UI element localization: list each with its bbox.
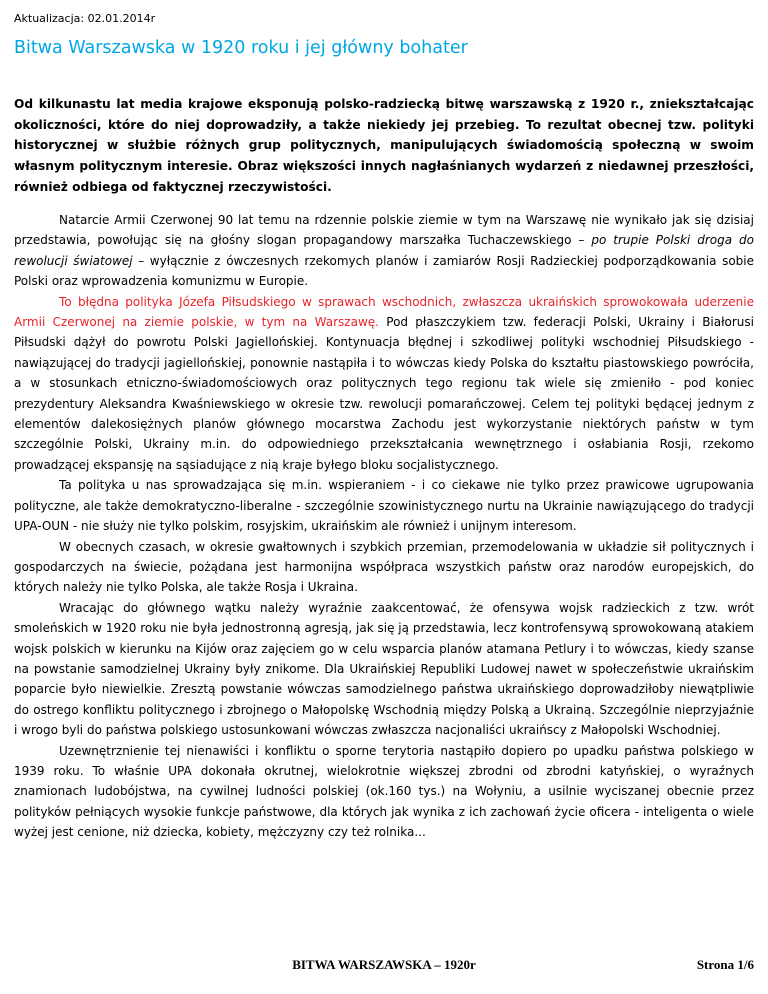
update-date: Aktualizacja: 02.01.2014r [14,12,156,25]
article-body [14,210,754,843]
lead-paragraph: Od kilkunastu lat media krajowe eksponują polsko-radziecką bitwę warszawską z 1920 r., zniekształcając okoliczności, które do niej doprowadziły, a także niekiedy jej przebieg. To rezultat obecnej tzw. polityki historycznej w służbie różnych grup politycznych, manipulujących świadomością społeczną w swoim własnym politycznym interesie. Obraz większości innych nagłaśnianych wydarzeń z niedawnej przeszłości, również odbiega od faktycznej rzeczywistości. [14,97,754,194]
paragraph-2 [14,292,754,476]
p1-text-a: Natarcie Armii Czerwonej 90 lat temu na rdzennie polskie ziemie w tym na Warszawę nie wynikało jak się dzisiaj przedstawia, powołując się na głośny slogan propagandowy marszałka Tuchaczewskiego – [14,213,754,248]
paragraph-6: Uzewnętrznienie tej nienawiści i konfliktu o sporne terytoria nastąpiło dopiero po upadku państwa polskiego w 1939 roku. To właśnie UPA dokonała okrutnej, wielokrotnie większej zbrodni od zbrodni katyńskiej, o wyraźnych znamionach ludobójstwa, na cywilnej ludności polskiej (ok.160 tys.) na Wołyniu, a usilnie wyciszanej obecnie przez polityków pełniących wysokie funkcje państwowe, dla których jak wynika z ich zachowań życie oficera - inteligenta o wiele wyżej jest cenione, niż dziecka, kobiety, mężczyzny czy też rolnika... [14,743,754,840]
highlighted-thesis: To błędna polityka Józefa Piłsudskiego w sprawach wschodnich, zwłaszcza ukraińskich sprowokowała uderzenie Armii Czerwonej na ziemie polskie, w tym na Warszawę. [14,294,754,330]
p2-text: Pod płaszczykiem tzw. federacji Polski, Ukrainy i Białorusi Piłsudski dążył do powrotu Polski Jagiellońskiej. Kontynuacja błędnej i szkodliwej polityki wschodniej Piłsudskiego - nawiązującej do tradycji jagiellońskiej, ponownie nastąpiła i to wówczas kiedy Polska do kształtu piastowskiego powróciła, a w stosunkach etniczno-świadomościowych oraz politycznych tego regionu tak wiele się zmieniło - pod koniec prezydentury Aleksandra Kwaśniewskiego w okresie tzw. rewolucji pomarańczowej. Celem tej polityki będącej jednym z elementów dalekosiężnych planów głównego mocarstwa Zachodu jest wykorzystanie niektórych państw w tym szczególnie Polski, Ukrainy m.in. do odpowiedniego przekształcania wewnętrznego i osłabiania Rosji, rzekomo prowadzącej ekspansję na sąsiadujące z nią kraje byłego bloku socjalistycznego. [14,315,754,472]
page-number: Strona 1/6 [696,957,754,972]
paragraph-1 [14,210,754,292]
paragraph-4: W obecnych czasach, w okresie gwałtownych i szybkich przemian, przemodelowania w układzie sił politycznych i gospodarczych na świecie, pożądana jest harmonijna współpraca wszystkich państw oraz narodów europejskich, do których należy nie tylko Polska, ale także Rosja i Ukraina. [14,539,754,595]
page-title: Bitwa Warszawska w 1920 roku i jej główny bohater [14,38,468,58]
paragraph-5: Wracając do głównego wątku należy wyraźnie zaakcentować, że ofensywa wojsk radzieckich z tzw. wrót smoleńskich w 1920 roku nie była jednostronną agresją, jak się ją przedstawia, lecz kontrofensywą sprowokowaną atakiem wojsk polskich w kierunku na Kijów oraz zajęciem go w celu wsparcia planów atamana Petlury i to wówczas, kiedy szanse na powstanie samodzielnej Ukrainy były znikome. Dla Ukraińskiej Republiki Ludowej nawet w społeczeństwie ukraińskim poparcie było niewielkie. Zresztą powstanie wówczas samodzielnego państwa ukraińskiego doprowadziłoby niewątpliwie do ostrego konfliktu politycznego i zbrojnego o Małopolskę Wschodnią między Polską a Ukrainą. Szczególnie nieprzyjaźnie i wrogo byli do państwa polskiego ustosunkowani wówczas zwłaszcza nacjonaliści ukraińscy z Małopolski Wschodniej. [14,600,754,738]
slogan-quote: po trupie Polski droga do rewolucji światowej [14,233,754,268]
footer-running-title: BITWA WARSZAWSKA – 1920r [292,957,476,972]
p1-text-b: – wyłącznie z ówczesnych rzekomych planów i zamiarów Rosji Radzieckiej podporządkowania sobie Polski oraz wprowadzenia komunizmu w Europie. [14,253,754,289]
paragraph-3: Ta polityka u nas sprowadzająca się m.in. wspieraniem - i co ciekawe nie tylko przez prawicowe ugrupowania polityczne, ale także demokratyczno-liberalne - szczególnie szowinistycznego nurtu na Ukrainie nawiązującego do tradycji UPA-OUN - nie służy nie tylko polskim, rosyjskim, ukraińskim ale również i unijnym interesom. [14,478,754,534]
